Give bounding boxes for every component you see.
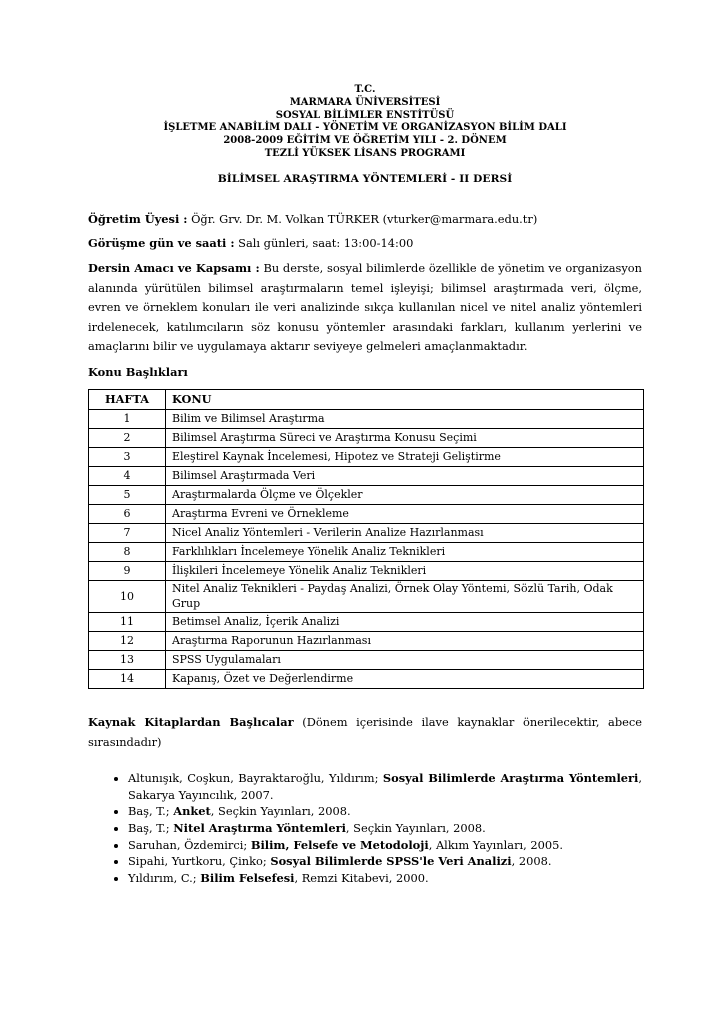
topic-cell: İlişkileri İncelemeye Yönelik Analiz Teknikleri <box>166 561 644 580</box>
books-note: (Dönem içerisinde ilave kaynaklar önerilecektir, abece sırasındadır) <box>88 714 643 749</box>
book-authors: Baş, T.; <box>128 804 174 819</box>
week-cell: 7 <box>89 523 166 542</box>
week-cell: 11 <box>89 612 166 631</box>
book-publisher: , Sakarya Yayıncılık, 2007. <box>128 771 642 802</box>
week-cell: 13 <box>89 650 166 669</box>
document-header <box>88 84 642 161</box>
book-authors: Baş, T.; <box>128 820 174 835</box>
topic-cell: Araştırmalarda Ölçme ve Ölçekler <box>166 485 644 504</box>
instructor-line <box>88 210 642 230</box>
book-title: Bilim, Felsefe ve Metodoloji <box>250 837 429 852</box>
books-intro <box>88 713 642 752</box>
table-row <box>89 504 644 523</box>
book-publisher: , Seçkin Yayınları, 2008. <box>210 804 351 819</box>
document-page <box>88 0 642 886</box>
week-cell: 12 <box>89 631 166 650</box>
header-line: TEZLİ YÜKSEK LİSANS PROGRAMI <box>264 147 466 159</box>
office-hours-line <box>88 234 642 254</box>
table-row <box>89 542 644 561</box>
list-item <box>128 870 642 887</box>
col-week-header: HAFTA <box>89 389 166 409</box>
list-item <box>128 853 642 870</box>
table-row <box>89 428 644 447</box>
topic-cell: Bilimsel Araştırma Süreci ve Araştırma Konusu Seçimi <box>166 428 644 447</box>
book-title: Sosyal Bilimlerde Araştırma Yöntemleri <box>382 771 639 786</box>
book-publisher: , Alkım Yayınları, 2005. <box>428 837 564 852</box>
book-publisher: , Seçkin Yayınları, 2008. <box>345 820 486 835</box>
week-cell: 14 <box>89 669 166 688</box>
book-title: Bilim Felsefesi <box>200 870 295 885</box>
header-line: T.C. <box>354 84 376 95</box>
table-row <box>89 669 644 688</box>
week-cell: 5 <box>89 485 166 504</box>
topic-cell: Bilimsel Araştırmada Veri <box>166 466 644 485</box>
table-row <box>89 523 644 542</box>
course-aim-label: Dersin Amacı ve Kapsamı : <box>88 260 260 275</box>
book-list <box>88 770 642 886</box>
books-label: Kaynak Kitaplardan Başlıcalar <box>88 714 294 729</box>
book-authors: Sipahi, Yurtkoru, Çinko; <box>128 854 271 869</box>
book-authors: Saruhan, Özdemirci; <box>128 837 251 852</box>
week-cell: 9 <box>89 561 166 580</box>
topic-cell: Araştırma Evreni ve Örnekleme <box>166 504 644 523</box>
topic-cell: Betimsel Analiz, İçerik Analizi <box>166 612 644 631</box>
list-item <box>128 837 642 854</box>
book-publisher: , Remzi Kitabevi, 2000. <box>294 870 429 885</box>
week-cell: 3 <box>89 447 166 466</box>
list-item <box>128 770 642 803</box>
book-authors: Altunışık, Coşkun, Bayraktaroğlu, Yıldırım; <box>128 771 383 786</box>
topic-cell: Nitel Analiz Teknikleri - Paydaş Analizi, Örnek Olay Yöntemi, Sözlü Tarih, Odak Grup <box>166 580 644 612</box>
office-hours-label: Görüşme gün ve saati : <box>88 236 235 251</box>
week-cell: 1 <box>89 409 166 428</box>
week-cell: 8 <box>89 542 166 561</box>
topic-cell: Nicel Analiz Yöntemleri - Verilerin Analize Hazırlanması <box>166 523 644 542</box>
week-cell: 4 <box>89 466 166 485</box>
week-cell: 2 <box>89 428 166 447</box>
topic-cell: Araştırma Raporunun Hazırlanması <box>166 631 644 650</box>
instructor-value: Öğr. Grv. Dr. M. Volkan TÜRKER (vturker@marmara.edu.tr) <box>187 211 538 226</box>
table-header-row <box>89 389 644 409</box>
week-cell: 6 <box>89 504 166 523</box>
course-aim-text: Bu derste, sosyal bilimlerde özellikle de yönetim ve organizasyon alanında yürütülen bilimsel araştırmaların temel işleyişi; bilimsel araştırmada veri, ölçme, evren ve örneklem konuları ile veri analizinde sıkça kullanılan nicel ve nitel analiz yöntemleri irdelenecek, katılımcıların söz konusu yöntemler arasındaki farkları, kullanım yerlerini ve amaçlarını bilir ve uygulamaya aktarır seviyeye gelmeleri amaçlanmaktadır. <box>88 260 642 354</box>
table-row <box>89 409 644 428</box>
topic-cell: SPSS Uygulamaları <box>166 650 644 669</box>
col-topic-header: KONU <box>166 389 644 409</box>
topics-heading: Konu Başlıkları <box>88 364 188 379</box>
topics-table <box>88 389 644 689</box>
topic-cell: Kapanış, Özet ve Değerlendirme <box>166 669 644 688</box>
office-hours-value: Salı günleri, saat: 13:00-14:00 <box>234 236 414 251</box>
instructor-label: Öğretim Üyesi : <box>88 211 188 226</box>
table-row <box>89 561 644 580</box>
header-line: MARMARA ÜNİVERSİTESİ <box>289 96 441 108</box>
table-row <box>89 580 644 612</box>
book-title: Sosyal Bilimlerde SPSS'le Veri Analizi <box>270 854 512 869</box>
book-title: Anket <box>173 804 211 819</box>
table-row <box>89 466 644 485</box>
topic-cell: Bilim ve Bilimsel Araştırma <box>166 409 644 428</box>
header-line: 2008-2009 EĞİTİM VE ÖĞRETİM YILI - 2. DÖNEM <box>223 135 507 147</box>
list-item <box>128 820 642 837</box>
header-line: İŞLETME ANABİLİM DALI - YÖNETİM VE ORGANİZASYON BİLİM DALI <box>163 122 567 134</box>
table-row <box>89 650 644 669</box>
book-authors: Yıldırım, C.; <box>128 870 201 885</box>
book-title: Nitel Araştırma Yöntemleri <box>173 820 346 835</box>
table-row <box>89 447 644 466</box>
table-row <box>89 612 644 631</box>
topic-cell: Farklılıkları İncelemeye Yönelik Analiz Teknikleri <box>166 542 644 561</box>
course-aim-paragraph <box>88 259 642 357</box>
list-item <box>128 803 642 820</box>
course-title: BİLİMSEL ARAŞTIRMA YÖNTEMLERİ - II DERSİ <box>217 172 513 185</box>
topic-cell: Eleştirel Kaynak İncelemesi, Hipotez ve Strateji Geliştirme <box>166 447 644 466</box>
book-publisher: , 2008. <box>511 854 552 869</box>
table-row <box>89 631 644 650</box>
week-cell: 10 <box>89 580 166 612</box>
table-row <box>89 485 644 504</box>
header-line: SOSYAL BİLİMLER ENSTİTÜSÜ <box>275 109 455 121</box>
